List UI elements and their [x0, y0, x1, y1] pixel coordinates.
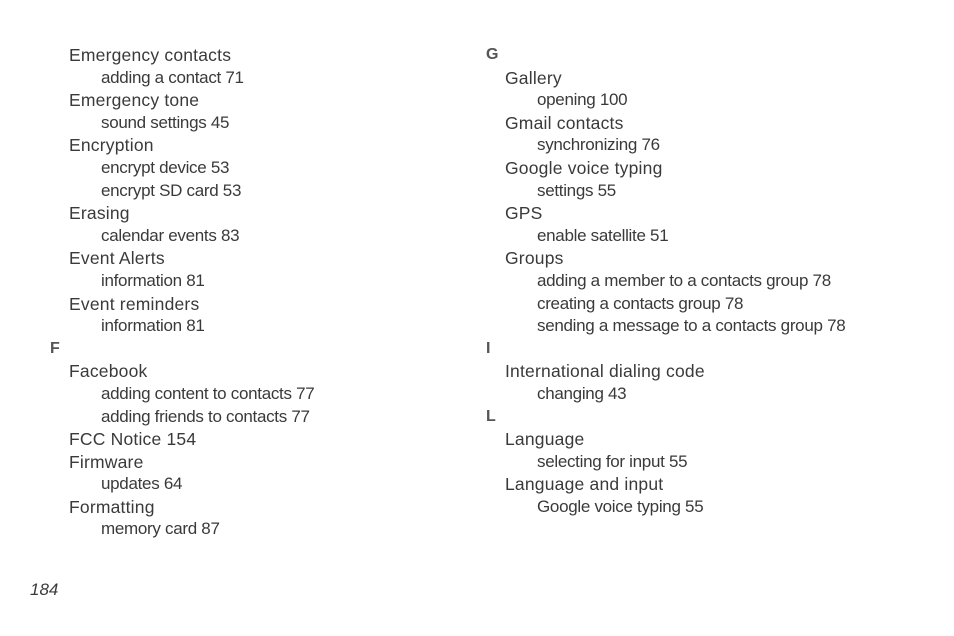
index-subentry: adding friends to contacts 77: [101, 406, 310, 426]
index-term: Event Alerts: [69, 248, 165, 269]
index-subentry: encrypt device 53: [101, 157, 230, 177]
index-subentry: information 81: [101, 270, 205, 290]
index-subentry: settings 55: [537, 180, 616, 200]
index-term: Emergency contacts: [69, 45, 232, 65]
index-term: GPS: [505, 203, 543, 224]
index-subentry: information 81: [101, 316, 205, 336]
index-subentry: calendar events 83: [101, 225, 240, 245]
index-subentry: selecting for input 55: [537, 451, 688, 471]
index-term: Encryption: [69, 135, 154, 156]
index-term: Event reminders: [69, 293, 200, 314]
index-subentry: creating a contacts group 78: [537, 293, 744, 313]
index-subentry: sending a message to a contacts group 78: [537, 316, 846, 336]
index-subentry: opening 100: [537, 90, 628, 110]
index-term: Emergency tone: [69, 90, 200, 111]
index-term: Formatting: [69, 496, 155, 517]
index-subentry: enable satellite 51: [537, 225, 669, 245]
index-term: International dialing code: [505, 361, 705, 382]
index-term: Firmware: [69, 451, 144, 472]
page-number: 184: [30, 580, 59, 599]
index-subentry: sound settings 45: [101, 112, 230, 132]
index-subentry: updates 64: [101, 474, 183, 494]
index-column-right: [486, 44, 845, 518]
index-section-letter: I: [486, 339, 491, 357]
index-term: Gmail contacts: [505, 112, 624, 133]
index-subentry: changing 43: [537, 383, 627, 403]
index-term: Facebook: [69, 361, 148, 382]
index-subentry: adding a member to a contacts group 78: [537, 270, 831, 290]
index-term: Groups: [505, 248, 564, 269]
index-subentry: encrypt SD card 53: [101, 180, 242, 200]
index-column-left: [50, 44, 314, 541]
index-section-letter: L: [486, 407, 496, 425]
index-term: Language: [505, 429, 585, 450]
index-term: FCC Notice 154: [69, 429, 197, 450]
index-subentry: synchronizing 76: [537, 135, 660, 155]
index-subentry: adding a contact 71: [101, 67, 244, 87]
index-term: Google voice typing: [505, 157, 663, 178]
index-subentry: adding content to contacts 77: [101, 383, 315, 403]
index-term: Erasing: [69, 203, 130, 224]
index-term: Language and input: [505, 474, 664, 495]
index-subentry: Google voice typing 55: [537, 496, 704, 516]
index-subentry: memory card 87: [101, 519, 220, 539]
index-term: Gallery: [505, 67, 562, 88]
index-section-letter: G: [486, 46, 499, 63]
index-section-letter: F: [50, 339, 60, 357]
